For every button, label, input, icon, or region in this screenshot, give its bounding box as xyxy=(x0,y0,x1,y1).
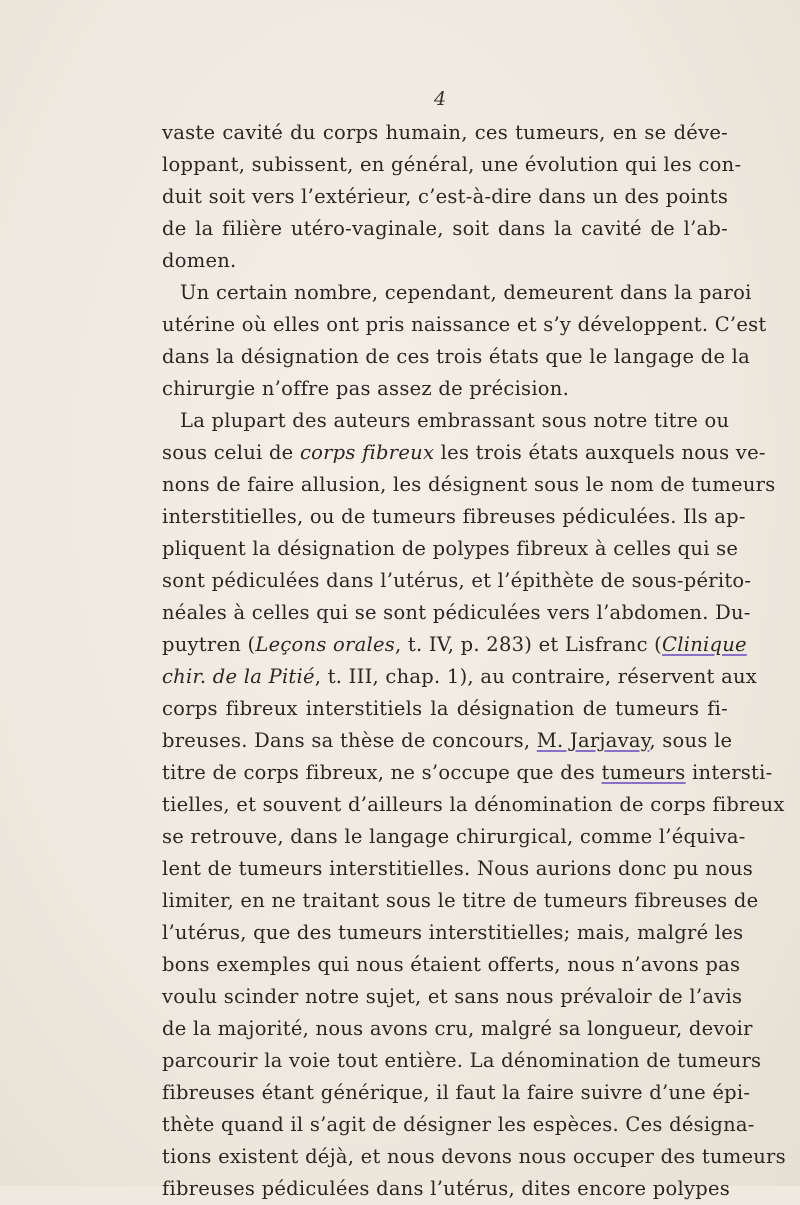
text-segment: tielles, et souvent d’ailleurs la dénomination de corps fibreux xyxy=(162,793,785,816)
text-segment: loppant, subissent, en général, une évolution qui les con- xyxy=(162,153,742,176)
text-line xyxy=(162,1141,786,1173)
underlined-text: Clinique xyxy=(662,633,747,656)
text-segment: vaste cavité du corps humain, ces tumeurs, en se déve- xyxy=(162,121,728,144)
body-text xyxy=(162,117,786,1205)
text-segment: se retrouve, dans le langage chirurgical, comme l’équiva- xyxy=(162,825,746,848)
text-segment: nons de faire allusion, les désignent sous le nom de tumeurs xyxy=(162,473,776,496)
text-line xyxy=(162,597,751,629)
text-segment: thète quand il s’agit de désigner les espèces. Ces désigna- xyxy=(162,1113,755,1136)
text-line xyxy=(162,501,746,533)
text-line xyxy=(162,885,759,917)
text-segment: voulu scinder notre sujet, et sans nous prévaloir de l’avis xyxy=(162,985,743,1008)
text-line xyxy=(162,757,773,789)
text-line xyxy=(162,661,758,693)
text-segment: l’utérus, que des tumeurs interstitielles; mais, malgré les xyxy=(162,921,744,944)
text-line xyxy=(162,725,733,757)
text-line xyxy=(162,181,728,213)
text-segment: fibreuses pédiculées dans l’utérus, dites encore polypes xyxy=(162,1177,731,1200)
text-line xyxy=(162,405,728,437)
italic-text: Leçons orales xyxy=(255,633,396,656)
text-segment: pliquent la désignation de polypes fibreux à celles qui se xyxy=(162,537,739,560)
text-segment: tions existent déjà, et nous devons nous occuper des tumeurs xyxy=(162,1145,786,1168)
text-segment: de la filière utéro-vaginale, soit dans la cavité de l’ab- xyxy=(162,217,728,240)
text-line xyxy=(162,789,785,821)
text-line xyxy=(162,1109,755,1141)
text-segment: utérine où elles ont pris naissance et s’y développent. C’est xyxy=(162,313,767,336)
text-segment: La plupart des auteurs embrassant sous notre titre ou xyxy=(180,409,730,432)
text-line xyxy=(162,821,746,853)
text-segment: , t. IV, p. 283) et Lisfranc ( xyxy=(395,633,663,656)
text-segment: interstitielles, ou de tumeurs fibreuses pédiculées. Ils ap- xyxy=(162,505,746,528)
italic-text: chir. de la Pitié xyxy=(162,665,315,688)
text-line xyxy=(162,245,728,277)
text-segment: de la majorité, nous avons cru, malgré sa longueur, devoir xyxy=(162,1017,753,1040)
text-segment: limiter, en ne traitant sous le titre de tumeurs fibreuses de xyxy=(162,889,759,912)
text-line xyxy=(162,437,766,469)
text-segment: parcourir la voie tout entière. La dénomination de tumeurs xyxy=(162,1049,762,1072)
page-number: 4 xyxy=(433,88,447,110)
text-line xyxy=(162,565,752,597)
text-segment: lent de tumeurs interstitielles. Nous aurions donc pu nous xyxy=(162,857,754,880)
text-line xyxy=(162,1173,731,1205)
text-line xyxy=(162,853,754,885)
text-line xyxy=(162,693,728,725)
underlined-text: M. Jarjavay xyxy=(536,729,650,752)
text-line xyxy=(162,1077,751,1109)
text-segment: duit soit vers l’extérieur, c’est-à-dire dans un des points xyxy=(162,185,729,208)
text-segment: sous celui de xyxy=(162,441,300,464)
text-line xyxy=(162,149,742,181)
text-segment: domen. xyxy=(162,249,237,272)
text-line xyxy=(162,1045,762,1077)
text-line xyxy=(162,117,728,149)
text-segment: , sous le xyxy=(649,729,733,752)
text-segment: breuses. Dans sa thèse de concours, xyxy=(162,729,537,752)
text-segment: dans la désignation de ces trois états que le langage de la xyxy=(162,345,751,368)
text-line xyxy=(162,469,776,501)
text-segment: sont pédiculées dans l’utérus, et l’épithète de sous-périto- xyxy=(162,569,752,592)
text-line xyxy=(162,213,728,245)
text-segment: puytren ( xyxy=(162,633,256,656)
text-segment: les trois états auxquels nous ve- xyxy=(434,441,766,464)
text-line xyxy=(162,917,744,949)
italic-text: corps fibreux xyxy=(299,441,435,464)
text-segment: intersti- xyxy=(685,761,773,784)
text-line xyxy=(162,373,728,405)
text-line xyxy=(162,341,751,373)
text-segment: titre de corps fibreux, ne s’occupe que des xyxy=(162,761,602,784)
text-segment: , t. III, chap. 1), au contraire, réservent aux xyxy=(314,665,758,688)
text-line xyxy=(162,1013,753,1045)
text-line xyxy=(162,309,767,341)
text-line xyxy=(162,629,747,661)
text-segment: chirurgie n’offre pas assez de précision. xyxy=(162,377,570,400)
text-segment: Un certain nombre, cependant, demeurent dans la paroi xyxy=(180,281,752,304)
text-line xyxy=(162,949,741,981)
text-segment: néales à celles qui se sont pédiculées vers l’abdomen. Du- xyxy=(162,601,751,624)
text-line xyxy=(162,533,739,565)
text-line xyxy=(162,981,743,1013)
text-segment: bons exemples qui nous étaient offerts, nous n’avons pas xyxy=(162,953,741,976)
underlined-text: tumeurs xyxy=(601,761,686,784)
text-line xyxy=(162,277,752,309)
text-segment: fibreuses étant générique, il faut la faire suivre d’une épi- xyxy=(162,1081,751,1104)
text-segment: corps fibreux interstitiels la désignation de tumeurs fi- xyxy=(162,697,728,720)
